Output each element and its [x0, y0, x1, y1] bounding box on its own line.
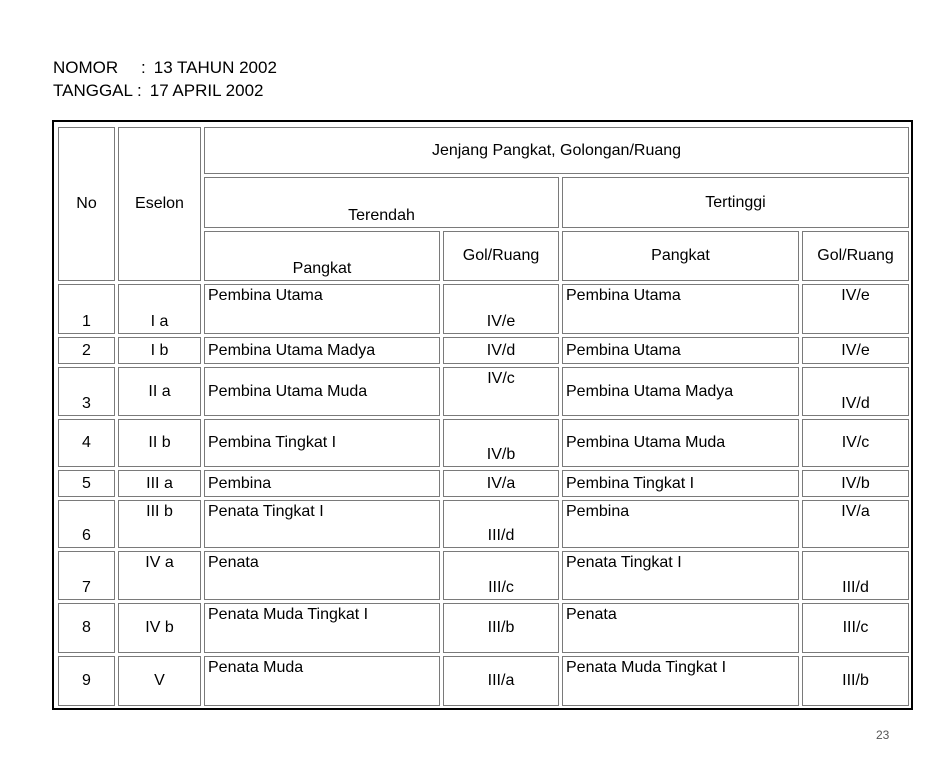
row-low-pangkat: Penata Muda Tingkat I — [204, 603, 440, 653]
subheader-tertinggi: Tertinggi — [562, 177, 909, 228]
col-no-header: No — [58, 127, 115, 281]
table-row — [58, 337, 909, 364]
row-low-pangkat: Penata Muda — [204, 656, 440, 706]
row-low-pangkat: Pembina Tingkat I — [204, 419, 440, 467]
page-number: 23 — [876, 728, 890, 742]
row-no: 4 — [58, 419, 115, 467]
group-header: Jenjang Pangkat, Golongan/Ruang — [204, 127, 909, 174]
low-golruang-header: Gol/Ruang — [443, 231, 559, 281]
row-no: 8 — [58, 603, 115, 653]
subheader-terendah: Terendah — [204, 177, 559, 228]
high-golruang-header: Gol/Ruang — [802, 231, 909, 281]
row-low-gol: IV/c — [443, 367, 559, 416]
row-high-pangkat: Pembina Utama — [562, 337, 799, 364]
row-low-pangkat: Pembina Utama — [204, 284, 440, 334]
row-low-pangkat: Pembina — [204, 470, 440, 497]
nomor-separator: : — [141, 58, 146, 77]
table-row — [58, 500, 909, 548]
row-low-gol: III/d — [443, 500, 559, 548]
tanggal-value: 17 APRIL 2002 — [149, 81, 264, 100]
row-no: 6 — [58, 500, 115, 548]
tanggal-label: TANGGAL — [53, 81, 133, 100]
row-eselon: II b — [118, 419, 201, 467]
row-high-pangkat: Penata — [562, 603, 799, 653]
row-no: 7 — [58, 551, 115, 600]
row-high-gol: III/b — [802, 656, 909, 706]
row-high-pangkat: Pembina Utama — [562, 284, 799, 334]
row-low-pangkat: Pembina Utama Muda — [204, 367, 440, 416]
row-high-pangkat: Pembina — [562, 500, 799, 548]
row-no: 5 — [58, 470, 115, 497]
row-high-pangkat: Pembina Utama Muda — [562, 419, 799, 467]
table-row — [58, 656, 909, 706]
row-high-gol: IV/d — [802, 367, 909, 416]
row-high-gol: IV/b — [802, 470, 909, 497]
row-high-gol: IV/e — [802, 284, 909, 334]
row-low-gol: III/b — [443, 603, 559, 653]
row-eselon: I a — [118, 284, 201, 334]
row-eselon: III a — [118, 470, 201, 497]
col-eselon-header: Eselon — [118, 127, 201, 281]
row-low-gol: III/a — [443, 656, 559, 706]
tanggal-line — [53, 79, 277, 102]
row-high-gol: III/c — [802, 603, 909, 653]
document-header — [53, 56, 277, 102]
row-low-pangkat: Penata — [204, 551, 440, 600]
tanggal-separator: : — [137, 81, 142, 100]
row-low-pangkat: Penata Tingkat I — [204, 500, 440, 548]
row-no: 2 — [58, 337, 115, 364]
row-no: 9 — [58, 656, 115, 706]
row-eselon: IV b — [118, 603, 201, 653]
row-low-gol: IV/a — [443, 470, 559, 497]
row-high-gol: IV/c — [802, 419, 909, 467]
row-eselon: V — [118, 656, 201, 706]
row-eselon: III b — [118, 500, 201, 548]
row-low-gol: IV/d — [443, 337, 559, 364]
low-pangkat-header: Pangkat — [204, 231, 440, 281]
rank-table — [55, 124, 912, 709]
row-eselon: IV a — [118, 551, 201, 600]
row-eselon: II a — [118, 367, 201, 416]
row-high-pangkat: Penata Muda Tingkat I — [562, 656, 799, 706]
row-high-gol: IV/a — [802, 500, 909, 548]
table-row — [58, 603, 909, 653]
nomor-line — [53, 56, 277, 79]
table-row — [58, 367, 909, 416]
table-row — [58, 551, 909, 600]
row-low-gol: IV/e — [443, 284, 559, 334]
row-no: 1 — [58, 284, 115, 334]
table-row — [58, 419, 909, 467]
table-row — [58, 470, 909, 497]
high-pangkat-header: Pangkat — [562, 231, 799, 281]
header-row-1 — [58, 127, 909, 174]
table-row — [58, 284, 909, 334]
row-high-pangkat: Penata Tingkat I — [562, 551, 799, 600]
row-eselon: I b — [118, 337, 201, 364]
row-low-gol: III/c — [443, 551, 559, 600]
row-no: 3 — [58, 367, 115, 416]
row-low-pangkat: Pembina Utama Madya — [204, 337, 440, 364]
row-high-gol: III/d — [802, 551, 909, 600]
row-high-pangkat: Pembina Tingkat I — [562, 470, 799, 497]
nomor-value: 13 TAHUN 2002 — [153, 58, 277, 77]
row-high-pangkat: Pembina Utama Madya — [562, 367, 799, 416]
row-high-gol: IV/e — [802, 337, 909, 364]
row-low-gol: IV/b — [443, 419, 559, 467]
nomor-label: NOMOR — [53, 58, 119, 77]
